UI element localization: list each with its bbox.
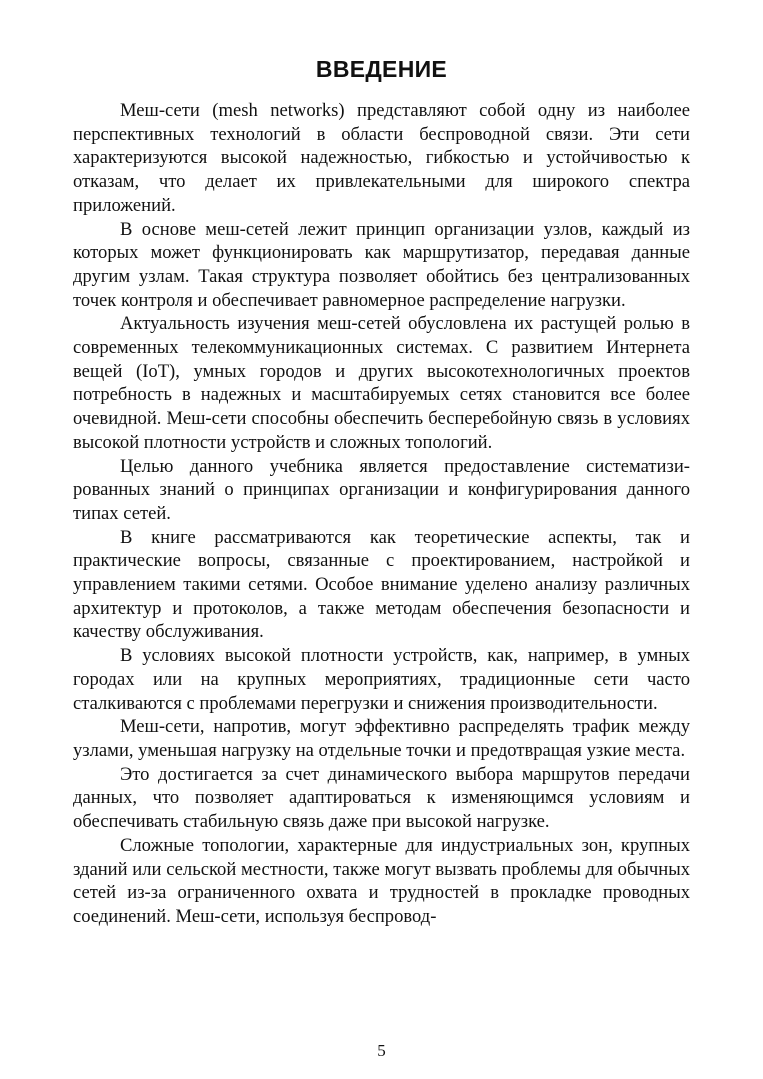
paragraph-8: Это достигается за счет динамического выбора маршрутов передачи данных, что позволяет адаптироваться к изменяющимся условиям и обеспечивать стабильную связь даже при высокой нагрузке. xyxy=(73,763,690,833)
paragraph-5: В книге рассматриваются как теоретические аспекты, так и практические вопросы, связанные с проектированием, настройкой и управлением такими сетями. Особое внимание уделено анализу различных архитектур и протоколов, а также методам обеспечения безопасности и качеству обслуживания. xyxy=(73,526,690,643)
paragraph-2: В основе меш-сетей лежит принцип организации узлов, каждый из которых может функционировать как маршрутизатор, передавая данные другим узлам. Такая структура позволяет обойтись без централизованных точек контроля и обеспечивает равномерное распределение нагрузки. xyxy=(73,218,690,311)
page-title: ВВЕДЕНИЕ xyxy=(315,56,448,82)
paragraph-4: Целью данного учебника является предоставление систематизированных знаний о принципах организации и конфигурирования данного типах сетей. xyxy=(73,455,690,524)
body-text xyxy=(73,99,690,929)
paragraph-1: Меш-сети (mesh networks) представляют собой одну из наиболее перспективных технологий в области беспроводной связи. Эти сети характеризуются высокой надежностью, гибкостью и устойчивостью к отказам, что делает их привлекательными для широкого спектра приложений. xyxy=(73,100,690,216)
paragraph-3: Актуальность изучения меш-сетей обусловлена их растущей ролью в современных телекоммуникационных системах. С развитием Интернета вещей (IoT), умных городов и других высокотехнологичных проектов потребность в надежных и масштабируемых сетях становится все более очевидной. Меш-сети способны обеспечить бесперебойную связь в условиях высокой плотности устройств и сложных топологий. xyxy=(73,313,690,453)
paragraph-7: Меш-сети, напротив, могут эффективно распределять трафик между узлами, уменьшая нагрузку на отдельные точки и предотвращая узкие места. xyxy=(73,716,690,761)
paragraph-6: В условиях высокой плотности устройств, как, например, в умных городах или на крупных мероприятиях, традиционные сети часто сталкиваются с проблемами перегрузки и снижения производительности. xyxy=(73,645,690,714)
page-number: 5 xyxy=(377,1041,386,1060)
paragraph-9: Сложные топологии, характерные для индустриальных зон, крупных зданий или сельской местности, также могут вызвать проблемы для обычных сетей из-за ограниченного охвата и трудностей в прокладке проводных соединений. Меш-сети, используя беспровод- xyxy=(73,834,690,927)
